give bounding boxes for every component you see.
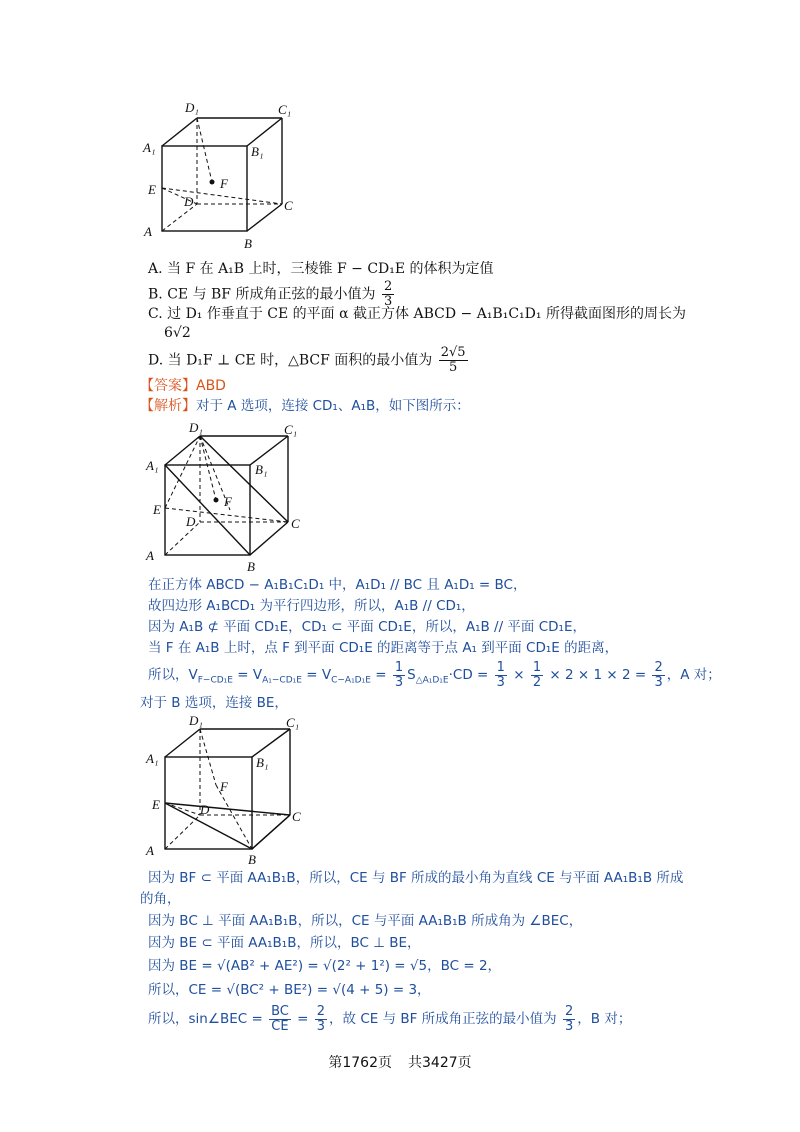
option-b-fraction: $\frac{2}{3}$ [383, 279, 393, 309]
label-c1: C₁ [278, 102, 292, 117]
segment-a1b [165, 465, 250, 555]
option-b-text: B. CE 与 BF 所成角正弦的最小值为 [148, 286, 376, 303]
svg-text:A: A [146, 548, 154, 563]
label-f: F [220, 176, 228, 191]
svg-text:A₁: A₁ [146, 751, 159, 766]
answer-value: ABD [196, 378, 226, 394]
analysis-b-final: 所以，sin∠BEC = $\frac{BC}{CE}$ = $\frac{2}{3}$ ，故 CE 与 BF 所成角正弦的最小值为 $\frac{2}{3}$ ，B 对； [148, 1003, 632, 1034]
svg-text:B: B [248, 852, 256, 867]
analysis-b-intro: 对于 B 选项，连接 BE， [140, 695, 288, 711]
option-c-cont: 6√2 [164, 325, 191, 341]
svg-text:D: D [186, 514, 196, 529]
analysis-intro [140, 397, 470, 415]
page-total: 共3427页 [408, 1055, 472, 1071]
cube-figure-2 [140, 420, 310, 575]
label-a: A [144, 224, 152, 239]
svg-text:E: E [153, 502, 161, 517]
svg-text:C: C [292, 809, 301, 824]
analysis-b-line-5: 因为 BE = √(AB² + AE²) = √(2² + 1²) = √5，BC = 2， [148, 958, 502, 974]
segment-cd1 [200, 436, 288, 522]
svg-text:C: C [291, 516, 300, 531]
answer-line [140, 377, 226, 395]
svg-text:A: A [146, 843, 154, 858]
cube-figure-3 [140, 715, 310, 867]
label-d1: D₁ [185, 100, 199, 115]
cube-front-face [162, 146, 247, 231]
cube-figure-1 [140, 96, 310, 256]
svg-text:C₁: C₁ [286, 715, 300, 730]
label-d: D [184, 194, 194, 209]
analysis-intro-text: 对于 A 选项，连接 CD₁、A₁B，如下图所示： [196, 398, 470, 414]
svg-text:D: D [200, 802, 210, 817]
svg-text:B: B [247, 559, 255, 574]
option-c: C. 过 D₁ 作垂直于 CE 的平面 α 截正方体 ABCD − A₁B₁C₁D₁ 所得截面图形的周长为 [148, 306, 686, 322]
analysis-a-line-4: 当 F 在 A₁B 上时，点 F 到平面 CD₁E 的距离等于点 A₁ 到平面 CD₁E 的距离， [148, 640, 619, 656]
analysis-b-line-3: 因为 BC ⊥ 平面 AA₁B₁B，所以，CE 与平面 AA₁B₁B 所成角为 ∠BEC， [148, 913, 583, 929]
analysis-b-line-4: 因为 BE ⊂ 平面 AA₁B₁B，所以，BC ⊥ BE， [148, 935, 421, 951]
analysis-b-line-2: 的角， [140, 891, 181, 907]
analysis-a-line-1: 在正方体 ABCD − A₁B₁C₁D₁ 中，A₁D₁ // BC 且 A₁D₁ = BC， [148, 577, 527, 593]
point-f [210, 180, 215, 185]
option-d-fraction: $\frac{2√5}{5}$ [440, 345, 466, 375]
analysis-b-line-6: 所以，CE = √(BC² + BE²) = √(4 + 5) = 3， [148, 982, 431, 998]
label-b: B [244, 236, 252, 251]
page-number: 第1762页 [328, 1055, 392, 1071]
page-footer [0, 1052, 800, 1072]
option-d [148, 346, 470, 375]
analysis-tag: 【解析】 [140, 398, 196, 414]
option-a: A. 当 F 在 A₁B 上时，三棱锥 F − CD₁E 的体积为定值 [148, 261, 494, 277]
analysis-a-line-2: 故四边形 A₁BCD₁ 为平行四边形，所以，A₁B // CD₁， [148, 598, 475, 614]
analysis-b-line-1: 因为 BF ⊂ 平面 AA₁B₁B，所以，CE 与 BF 所成的最小角为直线 CE 与平面 AA₁B₁B 所成 [148, 870, 684, 886]
segment-d1f [197, 118, 212, 182]
label-e: E [148, 182, 156, 197]
svg-text:B₁: B₁ [256, 755, 269, 770]
svg-text:E: E [152, 797, 160, 812]
label-b1: B₁ [251, 144, 264, 159]
svg-text:F: F [224, 494, 232, 509]
option-d-text: D. 当 D₁F ⊥ CE 时，△BCF 面积的最小值为 [148, 352, 433, 369]
label-a1: A₁ [143, 140, 156, 155]
svg-text:C₁: C₁ [284, 422, 298, 437]
label-c: C [284, 198, 293, 213]
svg-text:D₁: D₁ [189, 420, 203, 435]
svg-text:B₁: B₁ [255, 462, 268, 477]
answer-tag: 【答案】 [140, 378, 196, 394]
analysis-a-line-3: 因为 A₁B ⊄ 平面 CD₁E，CD₁ ⊂ 平面 CD₁E，所以，A₁B // 平面 CD₁E， [148, 619, 586, 635]
svg-text:A₁: A₁ [146, 458, 159, 473]
analysis-a-formula: 所以，$V_{F-CD_1E} = V_{A_1-CD_1E} = V_{C-A_1D_1E}$ = $\frac{1}{3}$ $S_{\triangle A_1D_1E}\cdot CD$ = $\frac{1}{3}$ × $\frac{1}{2}$ × 2 × 1 × 2 = $\frac{2}{3}$ ，A 对； [148, 659, 721, 690]
svg-text:D₁: D₁ [189, 715, 203, 728]
svg-text:F: F [220, 779, 228, 794]
